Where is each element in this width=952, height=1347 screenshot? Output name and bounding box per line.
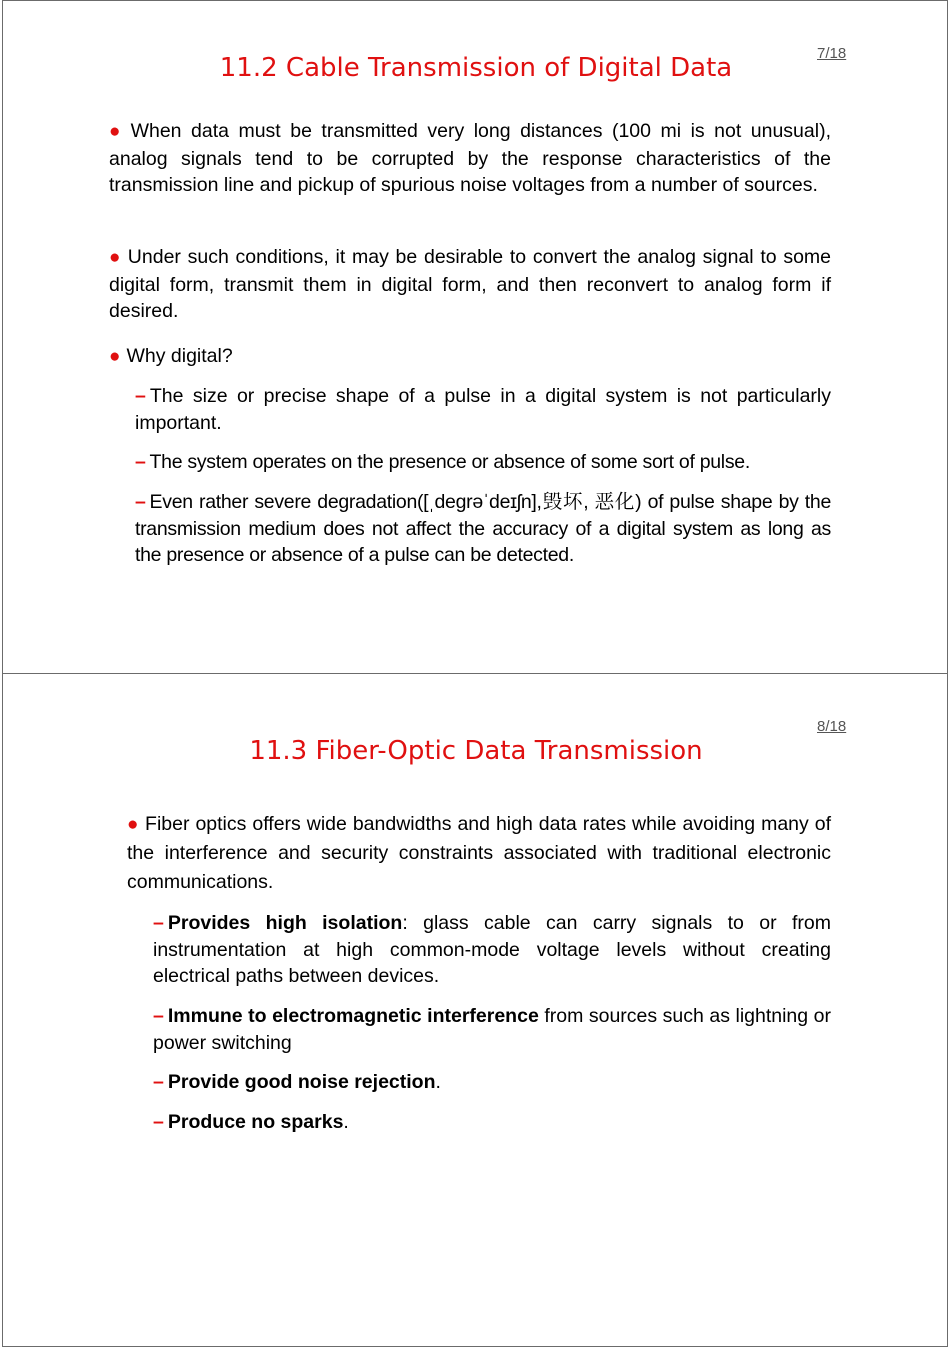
paragraph-1: ● When data must be transmitted very long distances (100 mi is not unusual), analog signals tend to be corrupted by the response characteristics of the transmission line and pickup of spurious noise voltages from a number of sources. [109,120,831,196]
dash-icon: – [135,385,146,407]
sub-item-1: – Provides high isolation: glass cable can carry signals to or from instrumentation at high common-mode voltage levels without creating electrical paths between devices. [153,912,832,987]
bullet-icon: ● [109,346,121,367]
slide-title: 11.2 Cable Transmission of Digital Data [219,53,733,83]
dash-icon: – [135,491,146,513]
page-number[interactable]: 7/18 [817,45,847,62]
slide-8 [2,673,948,1347]
bullet-icon: ● [109,121,125,142]
sub-item-2: – Immune to electromagnetic interference from sources such as lightning or power switching [153,1005,831,1054]
sub-item-4: – Produce no sparks. [153,1111,349,1133]
sub-item-2: – The system operates on the presence or absence of some sort of pulse. [135,451,750,473]
sub-item-3: – Even rather severe degradation([ˌdegrəˈdeɪʃn],毁坏, 恶化) of pulse shape by the transmission medium does not affect the accuracy of a digital system as long as the presence or absence of a pulse can be detected. [135,491,831,566]
bullet-icon: ● [109,247,122,268]
dash-icon: – [153,912,164,934]
slide-title: 11.3 Fiber-Optic Data Transmission [249,736,703,766]
dash-icon: – [135,451,146,473]
page-number[interactable]: 8/18 [817,718,847,735]
sub-item-1: – The size or precise shape of a pulse in a digital system is not particularly important. [135,385,831,434]
slide-7 [2,0,948,675]
bullet-icon: ● [127,814,140,835]
paragraph-3: ● Why digital? [109,345,233,367]
paragraph-1: ● Fiber optics offers wide bandwidths and high data rates while avoiding many of the interference and security constraints associated with traditional electronic communications. [127,813,831,893]
dash-icon: – [153,1071,164,1093]
dash-icon: – [153,1111,164,1133]
sub-item-3: – Provide good noise rejection. [153,1071,441,1093]
dash-icon: – [153,1005,164,1027]
paragraph-2: ● Under such conditions, it may be desirable to convert the analog signal to some digital form, transmit them in digital form, and then reconvert to analog form if desired. [109,246,831,322]
